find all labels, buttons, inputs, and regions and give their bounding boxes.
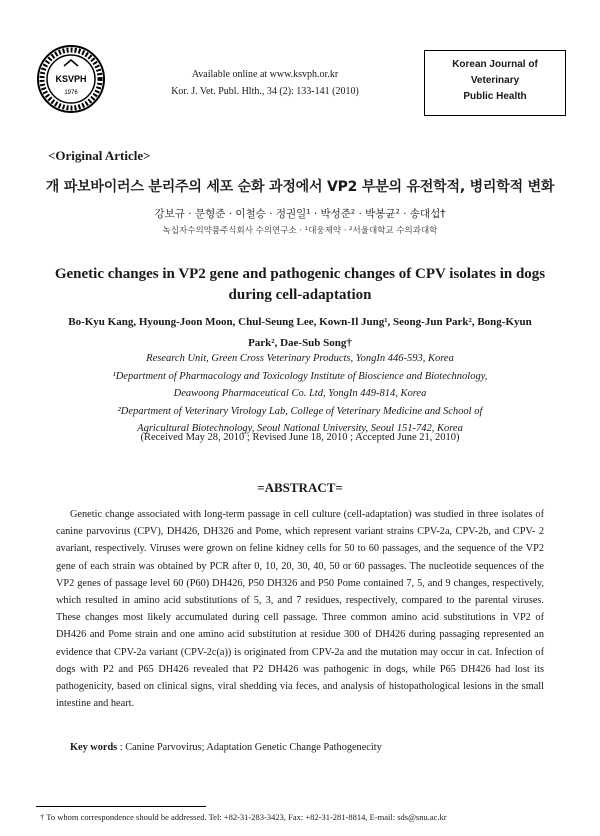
korean-affiliations: 녹십자수의약품주식회사 수의연구소 · ¹대웅제약 · ²서울대학교 수의과대학 (162, 226, 438, 236)
affiliation-line: ¹Department of Pharmacology and Toxicology Institute of Bioscience and Biotechnology, (112, 370, 488, 382)
korean-title: 개 파보바이러스 분리주의 세포 순화 과정에서 VP2 부분의 유전학적, 병리학적 변화 (45, 179, 555, 195)
keywords (70, 742, 550, 753)
affiliation-line: Research Unit, Green Cross Veterinary Products, YongIn 446-593, Korea (146, 353, 454, 364)
affiliation-line: Agricultural Biotechnology, Seoul National University, Seoul 151-742, Korea (137, 423, 463, 434)
available-online: Available online at www.ksvph.or.kr (191, 69, 339, 80)
abstract-text: Genetic change associated with long-term passage in cell culture (cell-adaptation) was studied in three isolates of canine parvovirus (CPV), DH426, DH326 and Pome, which represent variant strains CPV-2a, CPV-2b, and CPV- 2 avariant, respectively. Viruses were grown on feline kidney cells for 50 to 60 passages, and the sequence of the VP2 gene of each strain was obtained by PCR after 0, 10, 20, 30, 40, 50 or 60 passages. The nucleotide sequences of the VP2 genes of passage level 60 (P60) DH426, P50 DH326 and P50 Pome contained 7, 5, and 9 changes, respectively, which resulted in amino acid substitutions of 5, 3, and 7 residues, respectively, compared to the parental viruses. These changes most likely accumulated during cell passage. Three common amino acid substitutions in VP2 of DH426 and Pome strain and one amino acid substitution at residue 300 of DH426 during passaging represented an evidence that CPV-2a variant (CPV-2c(a)) is originated from CPV-2a and the mutation may occur in cat. Infection of dogs with P2 and P65 DH426 revealed that P2 DH426 was pathogenic in dogs, while P65 DH426 had lost its pathogenicity, based on clinical signs, viral shedding via feces, and analysis of histopathological lesions in the small intestine and heart. (56, 509, 544, 710)
keywords-list: : Canine Parvovirus; Adaptation Genetic Change Pathogenecity (117, 742, 382, 753)
society-logo (36, 44, 106, 114)
abstract-heading: =ABSTRACT= (257, 480, 343, 495)
header-citation-block (130, 66, 400, 100)
journal-name-box (424, 50, 566, 116)
journal-name-line: Korean Journal of (452, 59, 538, 70)
citation: Kor. J. Vet. Publ. Hlth., 34 (2): 133-141 (2010) (171, 86, 359, 97)
journal-name-line: Veterinary (470, 75, 520, 86)
affiliation-line: Deawoong Pharmaceutical Co. Ltd, YongIn 449-814, Korea (173, 388, 427, 399)
logo-year: 1976 (64, 90, 78, 96)
footnote-divider (36, 806, 206, 807)
english-authors: Bo-Kyu Kang, Hyoung-Joon Moon, Chul-Seung Lee, Kown-Il Jung¹, Seong-Jun Park², Bong-Kyun Park², Dae-Sub Song† (68, 316, 532, 349)
article-type: <Original Article> (48, 148, 151, 163)
received-dates: (Received May 28, 2010 ; Revised June 18, 2010 ; Accepted June 21, 2010) (140, 432, 460, 443)
logo-text: KSVPH (55, 74, 87, 84)
keywords-label: Key words (70, 742, 118, 753)
english-title: Genetic changes in VP2 gene and pathogenic changes of CPV isolates in dogs during cell-adaptation (54, 266, 546, 303)
correspondence-footnote: † To whom correspondence should be addressed. Tel: +82-31-283-3423, Fax: +82-31-281-8814, E-mail: sds@snu.ac.kr (40, 812, 447, 822)
affiliation-line: ²Department of Veterinary Virology Lab, College of Veterinary Medicine and School of (117, 405, 483, 417)
journal-name-line: Public Health (463, 91, 527, 102)
english-affiliations (60, 350, 540, 438)
korean-authors: 강보규 · 문형준 · 이철승 · 정권일¹ · 박성준² · 박봉균² · 송대섭† (154, 208, 446, 220)
